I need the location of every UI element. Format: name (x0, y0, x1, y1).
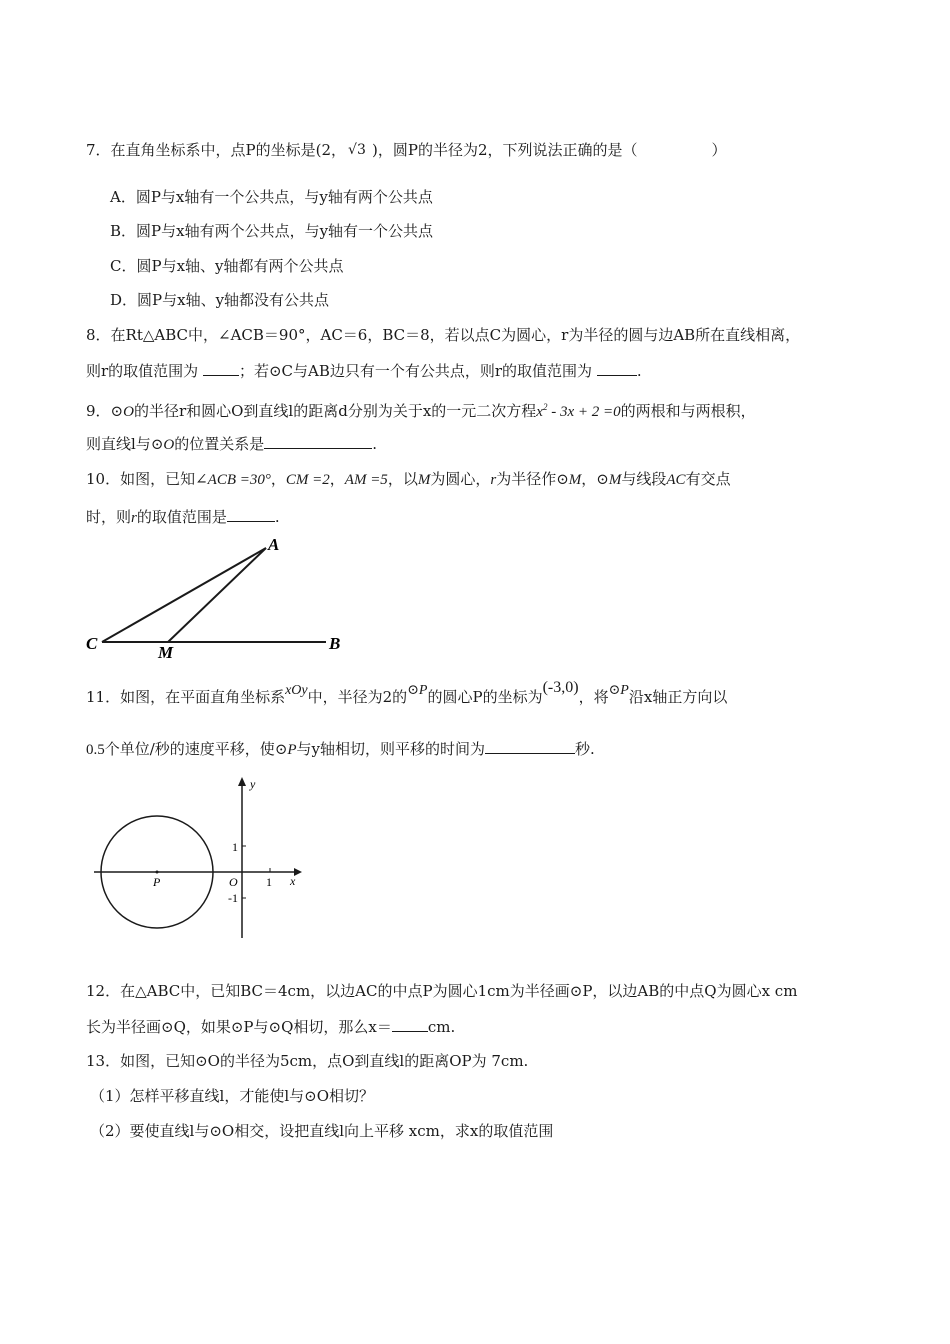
quadratic-equation: $x^2 - 3x + 2 =0$ (536, 402, 621, 420)
q7-stem: 7．在直角坐标系中，点P的坐标是(2， √3 )，圆P的半径为2，下列说法正确的是（ ） (86, 141, 727, 159)
q7-option-c: C．圆P与x轴、y轴都有两个公共点 (110, 257, 344, 275)
q13-sub2: （2）要使直线l与⊙O相交，设把直线l向上平移 xcm，求x的取值范围 (90, 1122, 554, 1140)
center-p-dot (156, 871, 159, 874)
label-p: P (153, 875, 161, 889)
q9-line1: 9．⊙O的半径r和圆心O到直线l的距离d分别为关于x的一元二次方程$x^2 - 3x + 2 =0$的两根和与两根积， (86, 402, 756, 420)
circle-o-symbol: ⊙O (150, 437, 175, 453)
q9-blank (264, 434, 372, 449)
label-a: A (268, 535, 280, 554)
q8-blank-1 (203, 361, 239, 376)
q10-line2: 时，则r的取值范围是 . (86, 508, 280, 526)
q13-line1: 13．如图，已知⊙O的半径为5cm，点O到直线l的距离OP为 7cm. (86, 1052, 529, 1070)
y-axis-arrow-icon (238, 777, 246, 786)
label-x: x (290, 874, 296, 888)
cm-length: CM =2 (285, 472, 330, 488)
circle-m-symbol: ⊙M (556, 472, 582, 488)
xoy-symbol: xOy (285, 683, 308, 698)
circle-m-symbol: ⊙M (596, 472, 622, 488)
am-length: AM =5 (344, 472, 388, 488)
q8-line1: 8．在Rt△ABC中，∠ACB＝90°，AC＝6，BC＝8，若以点C为圆心，r为半径的圆与边AB所在直线相离， (86, 326, 801, 344)
label-m: M (158, 643, 174, 662)
q7-option-d: D．圆P与x轴、y轴都没有公共点 (110, 291, 330, 309)
q12-line2: 长为半径画⊙Q，如果⊙P与⊙Q相切，那么x＝ cm. (86, 1018, 456, 1036)
q8-line2: 则r的取值范围为 ；若⊙C与AB边只有一个有公共点，则r的取值范围为 . (86, 362, 642, 380)
q11-coordinate-figure (90, 772, 310, 944)
q11-blank (485, 739, 575, 754)
q7-option-b: B．圆P与x轴有两个公共点，与y轴有一个公共点 (110, 222, 434, 240)
q10-line1: 10．如图，已知∠ACB =30°，CM =2，AM =5，以M为圆心，r为半径作⊙M，⊙M与线段AC有交点 (86, 470, 731, 488)
label-o: O (229, 875, 238, 889)
q12-blank (392, 1017, 428, 1032)
label-neg-one: -1 (228, 891, 238, 905)
angle-acb: ∠ACB =30° (195, 472, 271, 488)
circle-p-symbol: ⊙P (608, 683, 629, 698)
label-c: C (86, 634, 98, 653)
q12-line1: 12．在△ABC中，已知BC＝4cm，以边AC的中点P为圆心1cm为半径画⊙P，以边AB的中点Q为圆心x cm (86, 982, 798, 1000)
q10-triangle-figure (80, 530, 360, 665)
q8-blank-2 (597, 361, 637, 376)
circle-p-symbol: ⊙P (407, 683, 428, 698)
q7-option-a: A．圆P与x轴有一个公共点，与y轴有两个公共点 (110, 188, 433, 206)
label-one-x: 1 (266, 875, 272, 889)
q9-line2: 则直线l与⊙O的位置关系是 . (86, 435, 378, 453)
q13-sub1: （1）怎样平移直线l，才能使l与⊙O相切？ (90, 1087, 375, 1105)
circle-o-symbol: ⊙O (110, 404, 134, 420)
q11-line1: 11．如图，在平面直角坐标系xOy中，半径为2的⊙P的圆心P的坐标为(-3,0)，将⊙P沿x轴正方向以 (86, 679, 728, 706)
label-b: B (329, 634, 341, 653)
q10-blank (227, 507, 275, 522)
circle-p-symbol: ⊙P (274, 742, 297, 758)
label-one-y: 1 (232, 840, 238, 854)
center-coordinate: (-3,0) (542, 679, 579, 696)
label-y: y (250, 777, 256, 791)
q11-line2: 0.5个单位/秒的速度平移，使⊙P与y轴相切，则平移的时间为 秒. (86, 740, 595, 758)
